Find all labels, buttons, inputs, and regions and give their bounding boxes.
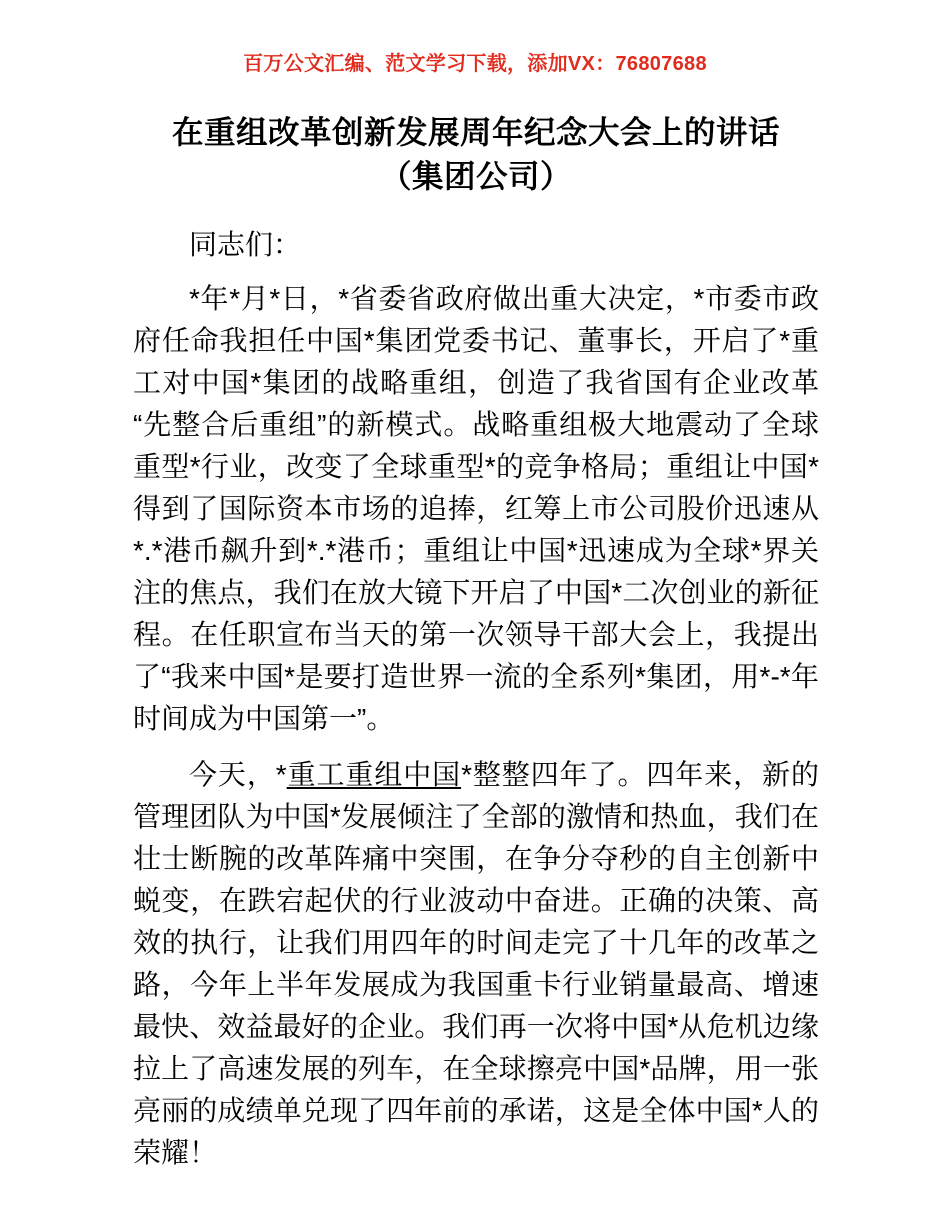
salutation: 同志们： — [189, 229, 302, 260]
page-title-line-2: （集团公司） — [379, 158, 572, 194]
paragraph-1-text: *年*月*日，*省委省政府做出重大决定，*市委市政府任命我担任中国*集团党委书记、董事长，开启了*重工对中国*集团的战略重组，创造了我省国有企业改革“先整合后重组”的新模式。战略重组极大地震动了全球重型*行业，改变了全球重型*的竞争格局；重组让中国*得到了国际资本市场的追捧，红筹上市公司股价迅速从*.*港币飙升到*.*港币；重组让中国*迅速成为全球*界关注的焦点，我们在放大镜下开启了中国*二次创业的新征程。在任职宣布当天的第一次领导干部大会上，我提出了“我来中国*是要打造世界一流的全系列*集团，用*-*年时间成为中国第一”。 — [133, 283, 819, 734]
page-title — [133, 110, 819, 198]
page-title-line-1: 在重组改革创新发展周年纪念大会上的讲话 — [171, 114, 780, 150]
paragraph-2 — [133, 754, 819, 1174]
paragraph-2-text-lead: 今天，* — [189, 759, 287, 790]
document-body — [133, 110, 819, 1174]
promo-banner: 百万公文汇编、范文学习下载，添加VX：76807688 — [243, 53, 707, 75]
paragraph-2-text-rest: *整整四年了。四年来，新的管理团队为中国*发展倾注了全部的激情和热血，我们在壮士断腕的改革阵痛中突围，在争分夺秒的自主创新中蜕变，在跌宕起伏的行业波动中奋进。正确的决策、高效的执行，让我们用四年的时间走完了十几年的改革之路，今年上半年发展成为我国重卡行业销量最高、增速最快、效益最好的企业。我们再一次将中国*从危机边缘拉上了高速发展的列车，在全球擦亮中国*品牌，用一张亮丽的成绩单兑现了四年前的承诺，这是全体中国*人的荣耀！ — [133, 759, 819, 1168]
paragraph-1 — [133, 278, 819, 740]
paragraph-2-emphasis: 重工重组中国 — [286, 759, 462, 790]
